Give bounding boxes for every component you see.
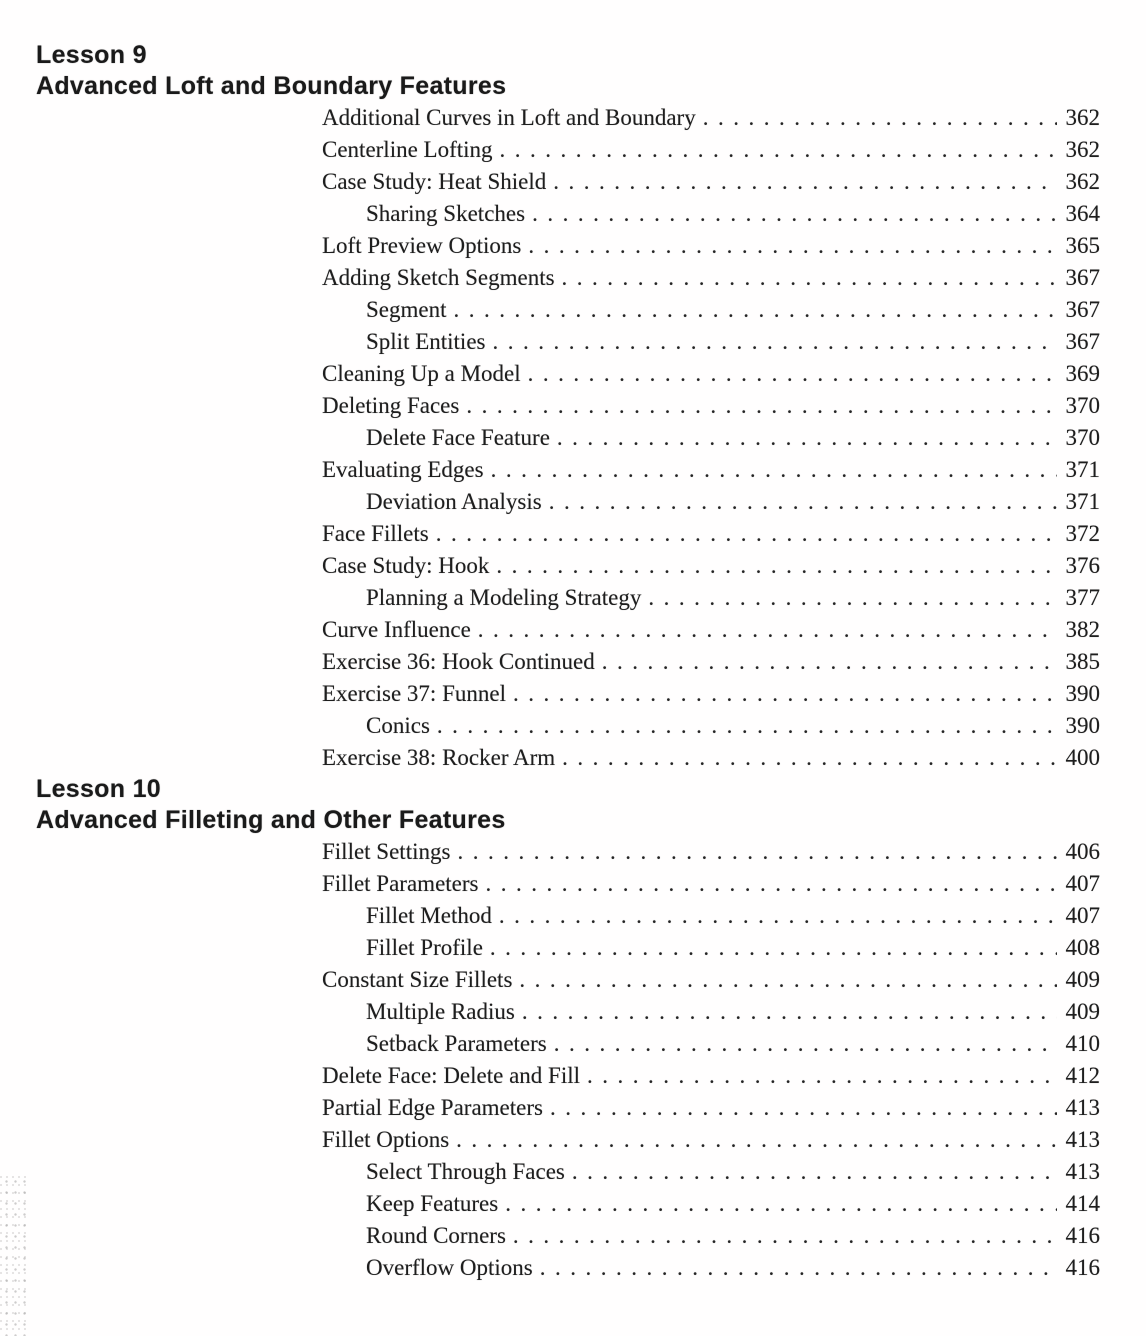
toc-entry-page: 400 <box>1065 745 1100 770</box>
dot-leader <box>500 134 1057 166</box>
dot-leader <box>562 262 1057 294</box>
toc-entry-title: Conics <box>366 713 430 738</box>
toc-entry-title: Delete Face: Delete and Fill <box>322 1063 581 1088</box>
toc-entry <box>322 932 1100 964</box>
toc-entry <box>322 1124 1100 1156</box>
dot-leader <box>557 422 1057 454</box>
toc-entry <box>322 294 1100 326</box>
toc-entry <box>322 550 1100 582</box>
toc-entry-title: Exercise 36: Hook Continued <box>322 649 595 674</box>
toc-entry-page: 371 <box>1065 489 1100 514</box>
dot-leader <box>562 742 1057 774</box>
dot-leader <box>513 1220 1057 1252</box>
toc-entry-page: 370 <box>1065 425 1100 450</box>
toc-entry <box>322 996 1100 1028</box>
dot-leader <box>505 1188 1057 1220</box>
section-lesson-9 <box>36 40 1100 774</box>
toc-entry-title: Face Fillets <box>322 521 429 546</box>
toc-entry-title: Fillet Parameters <box>322 871 479 896</box>
toc-entry <box>322 486 1100 518</box>
dot-leader <box>490 932 1057 964</box>
toc-entry-title: Evaluating Edges <box>322 457 484 482</box>
toc-entry <box>322 198 1100 230</box>
toc-entry-page: 362 <box>1065 137 1100 162</box>
dot-leader <box>454 294 1058 326</box>
toc-entry-title: Case Study: Hook <box>322 553 490 578</box>
toc-entry <box>322 518 1100 550</box>
toc-entry <box>322 582 1100 614</box>
toc-entry-page: 372 <box>1065 521 1100 546</box>
toc-entry-title: Additional Curves in Loft and Boundary <box>322 105 696 130</box>
toc-entry-title: Curve Influence <box>322 617 471 642</box>
toc-entry <box>322 1028 1100 1060</box>
lesson-title: Advanced Filleting and Other Features <box>36 806 506 834</box>
toc-entry-title: Exercise 37: Funnel <box>322 681 506 706</box>
toc-entry-page: 409 <box>1065 967 1100 992</box>
toc-entry <box>322 390 1100 422</box>
scan-artifact <box>0 1176 26 1336</box>
dot-leader <box>572 1156 1057 1188</box>
toc-entry-title: Fillet Options <box>322 1127 450 1152</box>
toc-entry-title: Fillet Profile <box>366 935 483 960</box>
toc-entry-page: 371 <box>1065 457 1100 482</box>
lesson-number: Lesson 9 <box>36 41 147 69</box>
toc-entry-title: Setback Parameters <box>366 1031 547 1056</box>
toc-entry-title: Partial Edge Parameters <box>322 1095 543 1120</box>
toc-entry <box>322 614 1100 646</box>
dot-leader <box>491 454 1057 486</box>
dot-leader <box>437 710 1057 742</box>
toc-entry-page: 390 <box>1065 681 1100 706</box>
toc-entry <box>322 422 1100 454</box>
toc-entry <box>322 742 1100 774</box>
toc-entry <box>322 166 1100 198</box>
dot-leader <box>486 868 1058 900</box>
toc-entry-page: 416 <box>1065 1255 1100 1280</box>
toc-entry <box>322 1220 1100 1252</box>
toc-entry <box>322 900 1100 932</box>
toc-entry-page: 416 <box>1065 1223 1100 1248</box>
toc-entry-title: Overflow Options <box>366 1255 533 1280</box>
toc-entry-page: 367 <box>1065 265 1100 290</box>
toc-entry <box>322 868 1100 900</box>
dot-leader <box>528 230 1057 262</box>
dot-leader <box>513 678 1057 710</box>
toc-entry-page: 377 <box>1065 585 1100 610</box>
dot-leader <box>496 550 1057 582</box>
toc-entry-title: Delete Face Feature <box>366 425 550 450</box>
toc-entry-title: Fillet Method <box>366 903 492 928</box>
toc-entry-page: 413 <box>1065 1159 1100 1184</box>
dot-leader <box>602 646 1057 678</box>
dot-leader <box>492 326 1057 358</box>
toc-entry-title: Deleting Faces <box>322 393 460 418</box>
dot-leader <box>478 614 1057 646</box>
dot-leader <box>587 1060 1057 1092</box>
toc-entry-title: Keep Features <box>366 1191 499 1216</box>
toc-entry-title: Select Through Faces <box>366 1159 565 1184</box>
toc-entry <box>322 646 1100 678</box>
dot-leader <box>553 166 1057 198</box>
dot-leader <box>703 102 1057 134</box>
dot-leader <box>540 1252 1057 1284</box>
toc-entry-page: 367 <box>1065 329 1100 354</box>
dot-leader <box>457 836 1057 868</box>
toc-entry <box>322 1188 1100 1220</box>
toc-entry-title: Split Entities <box>366 329 486 354</box>
toc-entry <box>322 836 1100 868</box>
toc-entry-title: Multiple Radius <box>366 999 515 1024</box>
toc-entry-page: 409 <box>1065 999 1100 1024</box>
toc-entry-page: 408 <box>1065 935 1100 960</box>
dot-leader <box>456 1124 1057 1156</box>
toc-entry <box>322 102 1100 134</box>
dot-leader <box>648 582 1057 614</box>
toc-entry-title: Exercise 38: Rocker Arm <box>322 745 556 770</box>
toc-entry-page: 367 <box>1065 297 1100 322</box>
toc-entry-page: 407 <box>1065 903 1100 928</box>
toc-entries <box>322 836 1100 1284</box>
toc-entry <box>322 454 1100 486</box>
toc-entry-page: 362 <box>1065 169 1100 194</box>
toc-entry <box>322 1060 1100 1092</box>
toc-entry <box>322 358 1100 390</box>
toc-entry-title: Planning a Modeling Strategy <box>366 585 642 610</box>
toc-entry-page: 369 <box>1065 361 1100 386</box>
toc-entry-title: Sharing Sketches <box>366 201 526 226</box>
toc-entry <box>322 1092 1100 1124</box>
toc-entries <box>322 102 1100 774</box>
toc-entry <box>322 710 1100 742</box>
toc-entry-title: Segment <box>366 297 447 322</box>
dot-leader <box>466 390 1057 422</box>
dot-leader <box>499 900 1057 932</box>
toc-entry-page: 413 <box>1065 1127 1100 1152</box>
toc-entry-page: 407 <box>1065 871 1100 896</box>
section-lesson-10 <box>36 774 1100 1284</box>
toc-entry-page: 376 <box>1065 553 1100 578</box>
toc-entry <box>322 1252 1100 1284</box>
toc-entry-title: Round Corners <box>366 1223 506 1248</box>
dot-leader <box>519 964 1057 996</box>
toc-entry-page: 370 <box>1065 393 1100 418</box>
toc-entry-page: 413 <box>1065 1095 1100 1120</box>
toc-entry-title: Case Study: Heat Shield <box>322 169 547 194</box>
toc-entry <box>322 678 1100 710</box>
toc-entry-page: 364 <box>1065 201 1100 226</box>
toc-entry-title: Centerline Lofting <box>322 137 493 162</box>
toc-entry-title: Deviation Analysis <box>366 489 542 514</box>
toc-entry <box>322 326 1100 358</box>
toc-entry <box>322 1156 1100 1188</box>
toc-entry-page: 382 <box>1065 617 1100 642</box>
dot-leader <box>528 358 1057 390</box>
toc-entry-page: 385 <box>1065 649 1100 674</box>
toc-entry-title: Loft Preview Options <box>322 233 522 258</box>
toc-entry-page: 414 <box>1065 1191 1100 1216</box>
toc-entry <box>322 230 1100 262</box>
toc-entry <box>322 964 1100 996</box>
toc-entry-page: 390 <box>1065 713 1100 738</box>
dot-leader <box>554 1028 1057 1060</box>
toc-entry-page: 412 <box>1065 1063 1100 1088</box>
toc-entry-title: Constant Size Fillets <box>322 967 513 992</box>
dot-leader <box>436 518 1057 550</box>
lesson-title: Advanced Loft and Boundary Features <box>36 72 507 100</box>
dot-leader <box>532 198 1057 230</box>
dot-leader <box>550 1092 1057 1124</box>
dot-leader <box>522 996 1057 1028</box>
lesson-number: Lesson 10 <box>36 775 161 803</box>
toc-entry-title: Adding Sketch Segments <box>322 265 555 290</box>
toc-entry-page: 362 <box>1065 105 1100 130</box>
toc-entry <box>322 134 1100 166</box>
toc-entry-page: 365 <box>1065 233 1100 258</box>
toc-entry-page: 410 <box>1065 1031 1100 1056</box>
toc-entry-title: Fillet Settings <box>322 839 451 864</box>
toc-entry-title: Cleaning Up a Model <box>322 361 521 386</box>
toc-entry <box>322 262 1100 294</box>
dot-leader <box>549 486 1057 518</box>
toc-entry-page: 406 <box>1065 839 1100 864</box>
